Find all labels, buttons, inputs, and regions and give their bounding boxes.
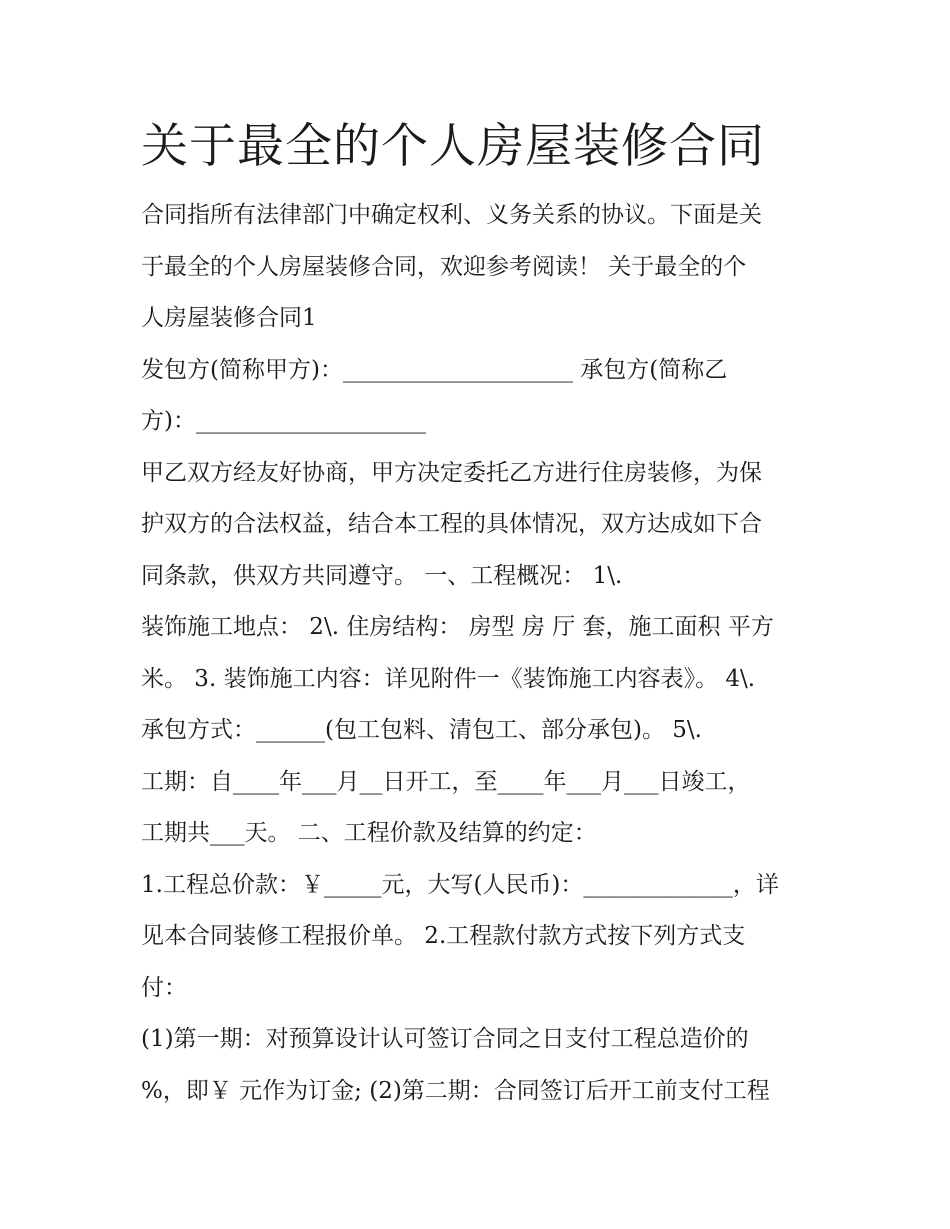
body-line: 发包方(简称甲方)：____________________ 承包方(简称乙 <box>141 356 728 383</box>
body-line: 方)：____________________ <box>141 408 426 434</box>
body-line: 于最全的个人房屋装修合同，欢迎参考阅读！ 关于最全的个 <box>141 253 747 280</box>
body-line: 人房屋装修合同1 <box>141 305 317 331</box>
document-body <box>141 190 821 1117</box>
body-line: 装饰施工地点： 2\. 住房结构： 房型 房 厅 套，施工面积 平方 <box>141 614 774 640</box>
body-line: 甲乙双方经友好协商，甲方决定委托乙方进行住房装修，为保 <box>141 459 762 486</box>
body-line: 护双方的合法权益，结合本工程的具体情况，双方达成如下合 <box>141 511 762 537</box>
body-line: 见本合同装修工程报价单。 2.工程款付款方式按下列方式支 <box>141 923 746 949</box>
document-title: 关于最全的个人房屋装修合同 <box>141 119 765 174</box>
body-line: %，即￥ 元作为订金; (2)第二期：合同签订后开工前支付工程 <box>141 1077 770 1104</box>
body-line: 米。 3. 装饰施工内容：详见附件一《装饰施工内容表》。 4\. <box>141 665 756 692</box>
body-line: 工期共___天。 二、工程价款及结算的约定： <box>141 820 597 846</box>
body-line: 合同指所有法律部门中确定权利、义务关系的协议。下面是关 <box>141 202 762 228</box>
body-line: 工期：自____年___月__日开工，至____年___月___日竣工， <box>141 768 751 795</box>
document-page <box>141 112 821 1117</box>
body-line: 付： <box>141 974 187 1001</box>
body-line: 同条款，供双方共同遵守。 一、工程概况： 1\. <box>141 562 623 589</box>
body-line: 承包方式：______(包工包料、清包工、部分承包)。 5\. <box>141 717 702 743</box>
body-line: (1)第一期：对预算设计认可签订合同之日支付工程总造价的 <box>141 1026 749 1052</box>
body-line: 1.工程总价款：￥_____元，大写(人民币)：_____________，详 <box>141 871 779 898</box>
